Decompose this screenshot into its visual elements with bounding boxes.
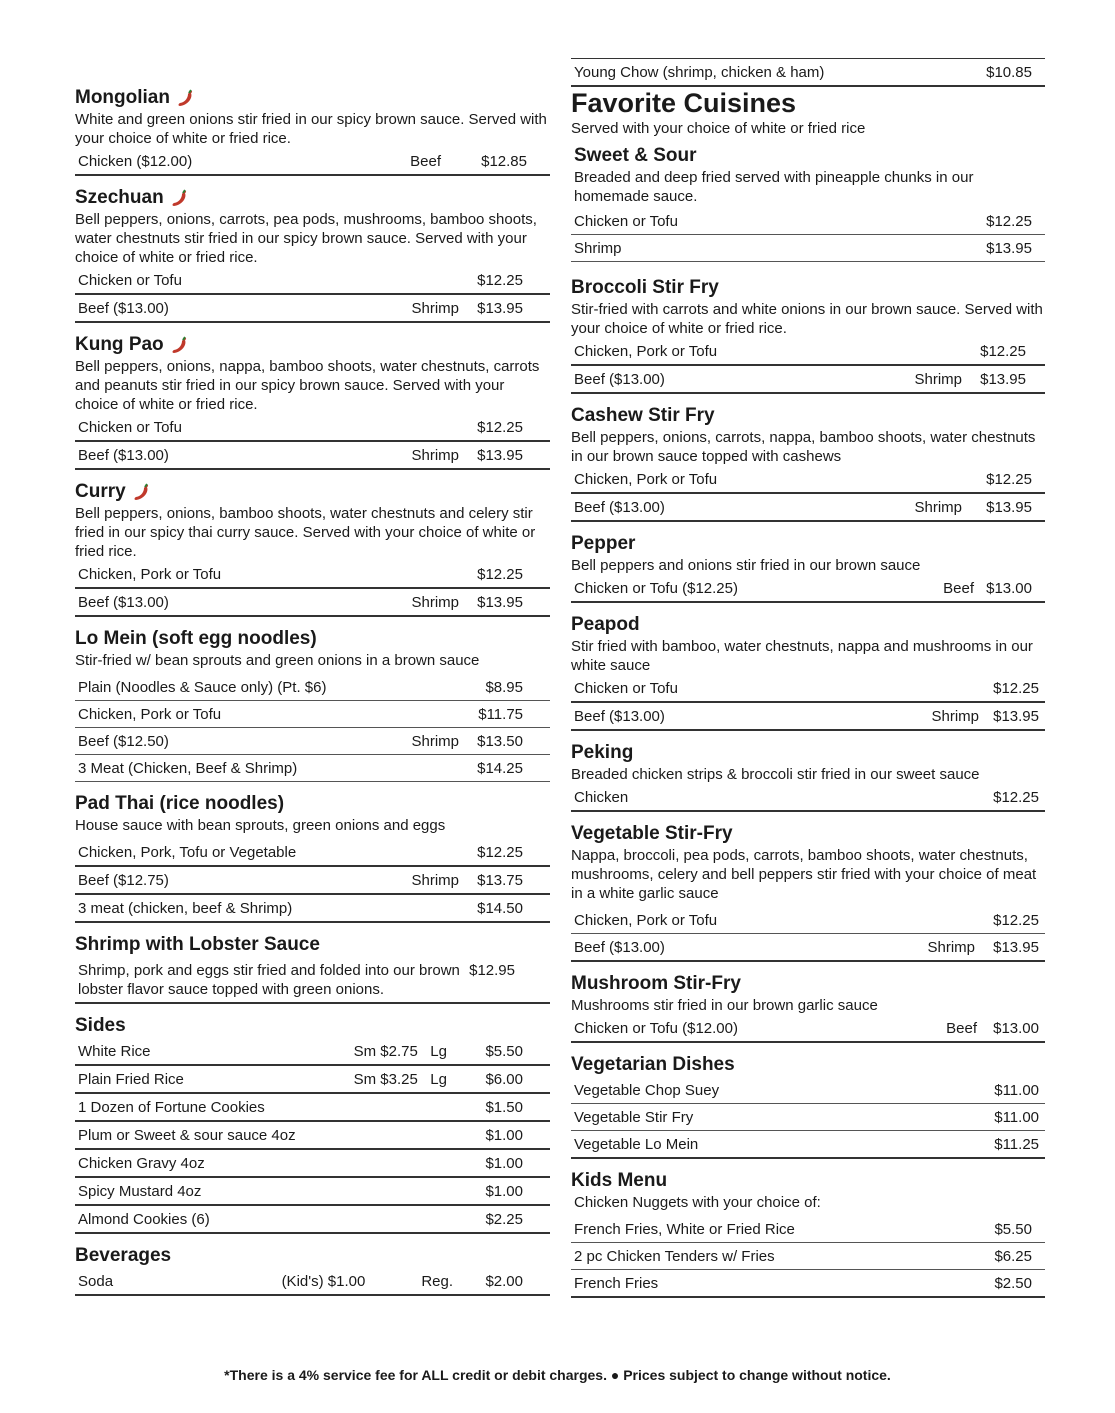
item-label: Chicken <box>574 789 629 806</box>
section-title: Broccoli Stir Fry <box>571 277 719 298</box>
chili-pepper-icon <box>132 482 152 502</box>
item-price: $12.25 <box>477 272 523 289</box>
section-kids-menu <box>571 1169 1045 1298</box>
price-row <box>571 338 1045 366</box>
price-row <box>75 295 550 323</box>
section-title: Shrimp with Lobster Sauce <box>75 934 320 955</box>
section-description: Bell peppers, onions, nappa, bamboo shoots, water chestnuts, carrots and peanuts stir fried in our spicy brown sauce. Served with your choice of white or fried rice. <box>75 358 540 413</box>
item-label: Chicken or Tofu <box>78 272 182 289</box>
item-option: Shrimp <box>927 939 975 956</box>
section-title: Szechuan <box>75 187 164 208</box>
item-label: Chicken, Pork or Tofu <box>78 566 222 583</box>
item-label: Soda <box>78 1273 114 1290</box>
item-label: Chicken, Pork or Tofu <box>574 912 718 929</box>
section-title: Curry <box>75 481 126 502</box>
section-title: Peapod <box>571 614 640 635</box>
item-price: $6.25 <box>994 1248 1032 1265</box>
price-row <box>75 1094 550 1122</box>
item-label: Chicken or Tofu <box>78 419 182 436</box>
chili-pepper-icon <box>170 188 190 208</box>
section-peapod <box>571 613 1045 731</box>
item-option: Beef <box>946 1020 977 1037</box>
section-description: Nappa, broccoli, pea pods, carrots, bamboo shoots, water chestnuts, mushrooms, celery and bell peppers stir fried with your choice of meat in a white garlic sauce <box>571 847 1037 902</box>
item-label: Beef ($13.00) <box>574 499 665 516</box>
section-mongolian <box>75 86 550 176</box>
item-price: $14.25 <box>477 760 523 777</box>
price-row <box>571 1104 1045 1131</box>
price-row <box>75 442 550 470</box>
item-option: Shrimp <box>411 733 459 750</box>
section-description: Mushrooms stir fried in our brown garlic sauce <box>571 997 878 1014</box>
item-option: Beef <box>943 580 974 597</box>
section-pepper <box>571 532 1045 603</box>
item-price: $12.25 <box>986 213 1032 230</box>
item-price: $13.95 <box>477 300 523 317</box>
footer-notice: *There is a 4% service fee for ALL credit or debit charges. ● Prices subject to change without notice. <box>224 1367 891 1383</box>
item-price: $13.00 <box>993 1020 1039 1037</box>
section-title: Vegetarian Dishes <box>571 1054 735 1075</box>
price-row <box>75 1038 550 1066</box>
item-price: $12.95 <box>469 962 515 979</box>
price-row <box>571 907 1045 934</box>
item-label: Plain Fried Rice <box>78 1071 184 1088</box>
item-price: $11.25 <box>994 1136 1039 1153</box>
item-label: Plain (Noodles & Sauce only) (Pt. $6) <box>78 679 327 696</box>
section-title: Kung Pao <box>75 334 164 355</box>
price-row <box>571 1077 1045 1104</box>
item-option: Shrimp <box>411 447 459 464</box>
item-price: $6.00 <box>485 1071 523 1088</box>
item-label: Beef ($13.00) <box>78 447 169 464</box>
section-title: Pepper <box>571 533 636 554</box>
section-title: Beverages <box>75 1245 172 1266</box>
price-row <box>75 1178 550 1206</box>
item-label: Spicy Mustard 4oz <box>78 1183 202 1200</box>
item-price: $12.25 <box>993 680 1039 697</box>
item-label: Plum or Sweet & sour sauce 4oz <box>78 1127 296 1144</box>
item-option: Sm $3.25 Lg <box>353 1071 447 1088</box>
item-price: $2.25 <box>485 1211 523 1228</box>
price-row <box>571 675 1045 703</box>
item-label: Almond Cookies (6) <box>78 1211 210 1228</box>
section-broccoli <box>571 276 1045 394</box>
section-description: Stir fried with bamboo, water chestnuts, nappa and mushrooms in our white sauce <box>571 638 1033 674</box>
item-price: $13.75 <box>477 872 523 889</box>
item-label: Beef ($13.00) <box>574 371 665 388</box>
item-price: $13.95 <box>993 708 1039 725</box>
price-row <box>75 1268 550 1296</box>
price-row <box>75 1150 550 1178</box>
section-description: Bell peppers, onions, carrots, pea pods, mushrooms, bamboo shoots, water chestnuts stir fried in our spicy brown sauce. Served with your choice of white or fried rice. <box>75 211 537 266</box>
price-row <box>571 208 1045 235</box>
section-title: Mushroom Stir-Fry <box>571 973 741 994</box>
section-mushroom <box>571 972 1045 1043</box>
price-row <box>75 561 550 589</box>
section-vegetarian <box>571 1053 1045 1159</box>
item-label: Vegetable Chop Suey <box>574 1082 720 1099</box>
price-row <box>75 1066 550 1094</box>
price-row <box>571 784 1045 812</box>
item-price: $5.50 <box>994 1221 1032 1238</box>
section-title: Pad Thai (rice noodles) <box>75 793 285 814</box>
price-row <box>571 934 1045 962</box>
favorite-cuisines-title: Favorite Cuisines <box>571 88 797 118</box>
price-row <box>571 1131 1045 1159</box>
item-price: $11.00 <box>994 1109 1039 1126</box>
section-sweet-sour <box>571 144 1045 206</box>
item-price: $13.50 <box>477 733 523 750</box>
section-description: Stir-fried w/ bean sprouts and green onions in a brown sauce <box>75 652 480 669</box>
item-description: Shrimp, pork and eggs stir fried and folded into our brown lobster flavor sauce topped with green onions. <box>78 962 460 998</box>
price-row <box>75 414 550 442</box>
section-pad-thai <box>75 792 550 923</box>
item-label: Beef ($12.75) <box>78 872 169 889</box>
section-description: Stir-fried with carrots and white onions in our brown sauce. Served with your choice of white or fried rice. <box>571 301 1043 337</box>
item-price: $12.25 <box>477 844 523 861</box>
price-row <box>571 494 1045 522</box>
section-description: Breaded and deep fried served with pineapple chunks in our homemade sauce. <box>574 169 974 205</box>
item-price: $13.95 <box>477 594 523 611</box>
item-option: Shrimp <box>411 300 459 317</box>
price-row <box>75 839 550 867</box>
item-option: Shrimp <box>411 872 459 889</box>
item-label: Chicken, Pork or Tofu <box>574 343 718 360</box>
item-price: $1.00 <box>485 1127 523 1144</box>
item-price: $13.95 <box>980 371 1026 388</box>
section-title: Cashew Stir Fry <box>571 405 715 426</box>
item-label: 3 Meat (Chicken, Beef & Shrimp) <box>78 760 298 777</box>
item-price: $12.25 <box>993 789 1039 806</box>
item-price: $13.95 <box>993 939 1039 956</box>
item-label: Beef ($12.50) <box>78 733 169 750</box>
price-row <box>75 755 550 782</box>
section-description: Bell peppers, onions, carrots, nappa, bamboo shoots, water chestnuts in our brown sauce topped with cashews <box>571 429 1036 465</box>
section-description: Breaded chicken strips & broccoli stir fried in our sweet sauce <box>571 766 980 783</box>
section-vegetable-stir-fry <box>571 822 1045 962</box>
item-price: $11.00 <box>994 1082 1039 1099</box>
item-price: $13.95 <box>477 447 523 464</box>
item-price: $12.85 <box>481 153 527 170</box>
item-label: Beef ($13.00) <box>574 708 665 725</box>
item-option: Shrimp <box>914 499 962 516</box>
section-szechuan <box>75 186 550 323</box>
item-label: Vegetable Lo Mein <box>574 1136 699 1153</box>
section-title: Sweet & Sour <box>574 145 697 166</box>
item-price: $12.25 <box>993 912 1039 929</box>
item-label: Shrimp <box>574 240 622 257</box>
price-row <box>571 466 1045 494</box>
price-row <box>75 895 550 923</box>
section-lo-mein <box>75 627 550 782</box>
section-description: House sauce with bean sprouts, green onions and eggs <box>75 817 446 834</box>
item-price: $8.95 <box>485 679 523 696</box>
item-price: $13.00 <box>986 580 1032 597</box>
price-row <box>75 589 550 617</box>
item-option: Shrimp <box>914 371 962 388</box>
item-label: 3 meat (chicken, beef & Shrimp) <box>78 900 293 917</box>
section-title: Mongolian <box>75 87 170 108</box>
item-label: Chicken, Pork or Tofu <box>574 471 718 488</box>
favorite-cuisines-description: Served with your choice of white or fried rice <box>571 120 866 137</box>
price-row <box>571 1270 1045 1298</box>
item-price: $1.00 <box>485 1183 523 1200</box>
item-option: Shrimp <box>411 594 459 611</box>
item-label: Vegetable Stir Fry <box>574 1109 694 1126</box>
item-price: $14.50 <box>477 900 523 917</box>
item-option: Reg. <box>421 1273 453 1290</box>
price-row <box>75 1122 550 1150</box>
price-row <box>571 1015 1045 1043</box>
item-price: $11.75 <box>478 706 523 723</box>
item-label: Chicken or Tofu ($12.00) <box>574 1020 738 1037</box>
item-label: 1 Dozen of Fortune Cookies <box>78 1099 265 1116</box>
section-kung-pao <box>75 333 550 470</box>
price-row <box>75 728 550 755</box>
chili-pepper-icon <box>170 335 190 355</box>
item-price: $2.50 <box>994 1275 1032 1292</box>
price-row <box>75 674 550 701</box>
item-label: White Rice <box>78 1043 151 1060</box>
item-price: $5.50 <box>485 1043 523 1060</box>
section-description: Bell peppers and onions stir fried in our brown sauce <box>571 557 921 574</box>
price-row <box>571 575 1045 603</box>
item-option: Beef <box>410 153 441 170</box>
item-label: Chicken or Tofu <box>574 213 678 230</box>
item-label: Chicken, Pork, Tofu or Vegetable <box>78 844 297 861</box>
price-row <box>571 1243 1045 1270</box>
section-title: Kids Menu <box>571 1170 668 1191</box>
item-price: $12.25 <box>477 566 523 583</box>
section-title: Vegetable Stir-Fry <box>571 823 733 844</box>
section-description: White and green onions stir fried in our spicy brown sauce. Served with your choice of white or fried rice. <box>75 111 547 147</box>
section-title: Peking <box>571 742 634 763</box>
item-label: French Fries, White or Fried Rice <box>574 1221 795 1238</box>
chili-pepper-icon <box>176 88 196 108</box>
item-price: $12.25 <box>986 471 1032 488</box>
item-price: $1.50 <box>485 1099 523 1116</box>
price-row <box>571 703 1045 731</box>
item-label: Chicken, Pork or Tofu <box>78 706 222 723</box>
price-row <box>75 148 550 176</box>
price-row <box>75 701 550 728</box>
section-title: Sides <box>75 1015 126 1036</box>
item-label: Beef ($13.00) <box>78 300 169 317</box>
section-title: Lo Mein (soft egg noodles) <box>75 628 317 649</box>
section-shrimp-lobster <box>75 933 550 1004</box>
item-price: $2.00 <box>485 1273 523 1290</box>
section-beverages <box>75 1244 550 1296</box>
section-cashew <box>571 404 1045 522</box>
section-curry <box>75 480 550 617</box>
item-label: 2 pc Chicken Tenders w/ Fries <box>574 1248 775 1265</box>
item-option-kids: (Kid's) $1.00 <box>281 1273 366 1290</box>
item-label: Chicken ($12.00) <box>78 153 193 170</box>
price-row <box>75 957 550 1004</box>
item-label: Beef ($13.00) <box>78 594 169 611</box>
left-column <box>75 86 550 1296</box>
right-column <box>571 58 1045 1298</box>
item-price: $1.00 <box>485 1155 523 1172</box>
section-sides <box>75 1014 550 1234</box>
section-description: Bell peppers, onions, bamboo shoots, water chestnuts and celery stir fried in our spicy thai curry sauce. Served with your choice of white or fried rice. <box>75 505 536 560</box>
item-option: Sm $2.75 Lg <box>353 1043 447 1060</box>
section-description: Chicken Nuggets with your choice of: <box>574 1194 821 1211</box>
item-label: French Fries <box>574 1275 659 1292</box>
item-label: Chicken or Tofu <box>574 680 678 697</box>
price-row <box>571 235 1045 262</box>
price-row <box>75 1206 550 1234</box>
section-peking <box>571 741 1045 812</box>
item-label: Chicken Gravy 4oz <box>78 1155 205 1172</box>
price-row <box>75 867 550 895</box>
price-row <box>571 1216 1045 1243</box>
item-price: $13.95 <box>986 240 1032 257</box>
item-price: $10.85 <box>986 64 1032 81</box>
price-row <box>75 267 550 295</box>
item-price: $13.95 <box>986 499 1032 516</box>
item-label: Beef ($13.00) <box>574 939 665 956</box>
item-price: $12.25 <box>477 419 523 436</box>
price-row-young-chow <box>571 58 1045 87</box>
item-price: $12.25 <box>980 343 1026 360</box>
item-option: Shrimp <box>931 708 979 725</box>
price-row <box>571 366 1045 394</box>
item-label: Young Chow (shrimp, chicken & ham) <box>574 64 825 81</box>
item-label: Chicken or Tofu ($12.25) <box>574 580 738 597</box>
